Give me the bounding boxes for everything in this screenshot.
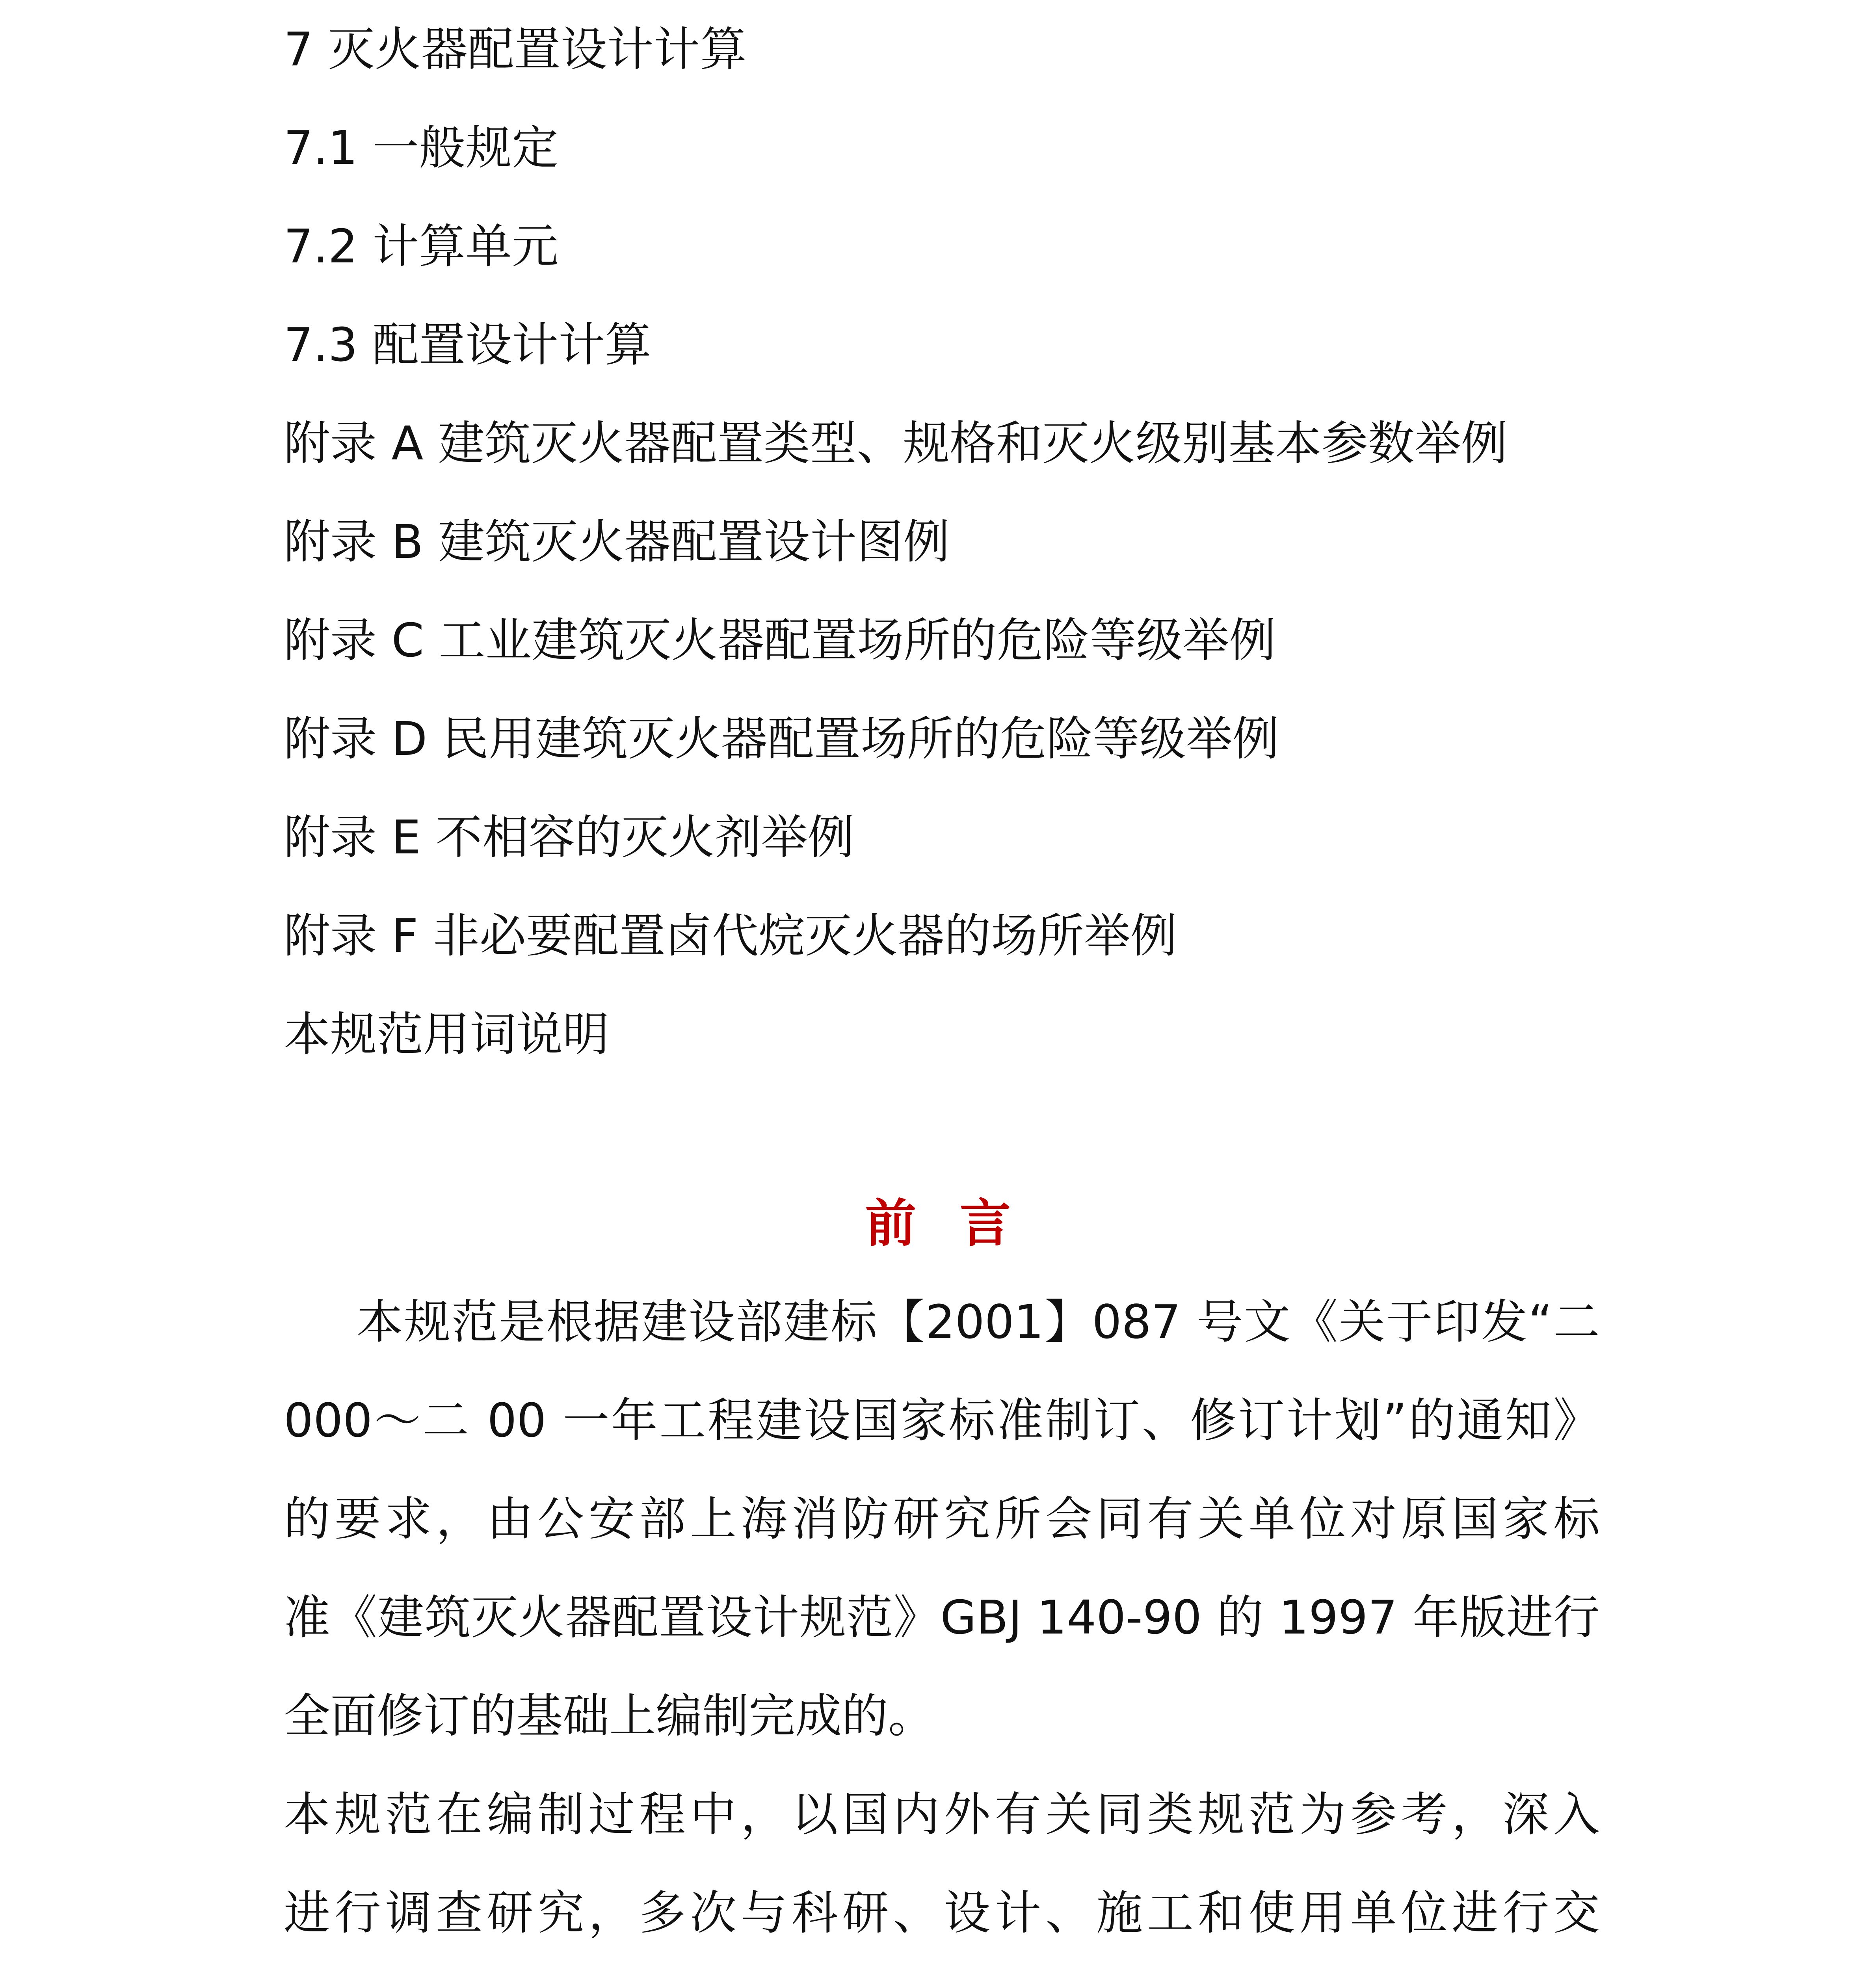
paragraph-line: 全面修订的基础上编制完成的。 [284, 1689, 935, 1743]
preface-title: 前言 [865, 1193, 1054, 1253]
paragraph-line: 进行调查研究，多次与科研、设计、施工和使用单位进行交 [284, 1886, 1600, 1940]
paragraph-line: 本规范是根据建设部建标【2001】087 号文《关于印发“二 [357, 1295, 1600, 1349]
toc-item-7-3: 7.3 配置设计计算 [284, 318, 652, 372]
paragraph-line: 本规范在编制过程中，以国内外有关同类规范为参考，深入 [284, 1787, 1600, 1842]
toc-item-appendix-e: 附录 E 不相容的灭火剂举例 [284, 810, 854, 864]
toc-item-7-1: 7.1 一般规定 [284, 121, 559, 175]
paragraph-line: 准《建筑灭火器配置设计规范》GBJ 140-90 的 1997 年版进行 [284, 1590, 1600, 1645]
preface-body [284, 1273, 1600, 1970]
paragraph-line: 000～二 00 一年工程建设国家标准制订、修订计划”的通知》 [284, 1393, 1600, 1448]
toc-item-7: 7 灭火器配置设计计算 [284, 22, 747, 76]
toc-item-appendix-a: 附录 A 建筑灭火器配置类型、规格和灭火级别基本参数举例 [284, 416, 1508, 470]
toc-item-appendix-f: 附录 F 非必要配置卤代烷灭火器的场所举例 [284, 909, 1177, 963]
preface-paragraph-1 [284, 1273, 1600, 1765]
paragraph-line: 的要求，由公安部上海消防研究所会同有关单位对原国家标 [284, 1492, 1600, 1546]
table-of-contents [284, 0, 1623, 1084]
preface-paragraph-2 [284, 1765, 1600, 1970]
toc-item-7-2: 7.2 计算单元 [284, 219, 559, 273]
toc-item-terms: 本规范用词说明 [284, 1007, 610, 1061]
toc-item-appendix-b: 附录 B 建筑灭火器配置设计图例 [284, 515, 950, 569]
toc-item-appendix-c: 附录 C 工业建筑灭火器配置场所的危险等级举例 [284, 613, 1276, 667]
toc-item-appendix-d: 附录 D 民用建筑灭火器配置场所的危险等级举例 [284, 712, 1279, 766]
paragraph-line [284, 1962, 1600, 1970]
